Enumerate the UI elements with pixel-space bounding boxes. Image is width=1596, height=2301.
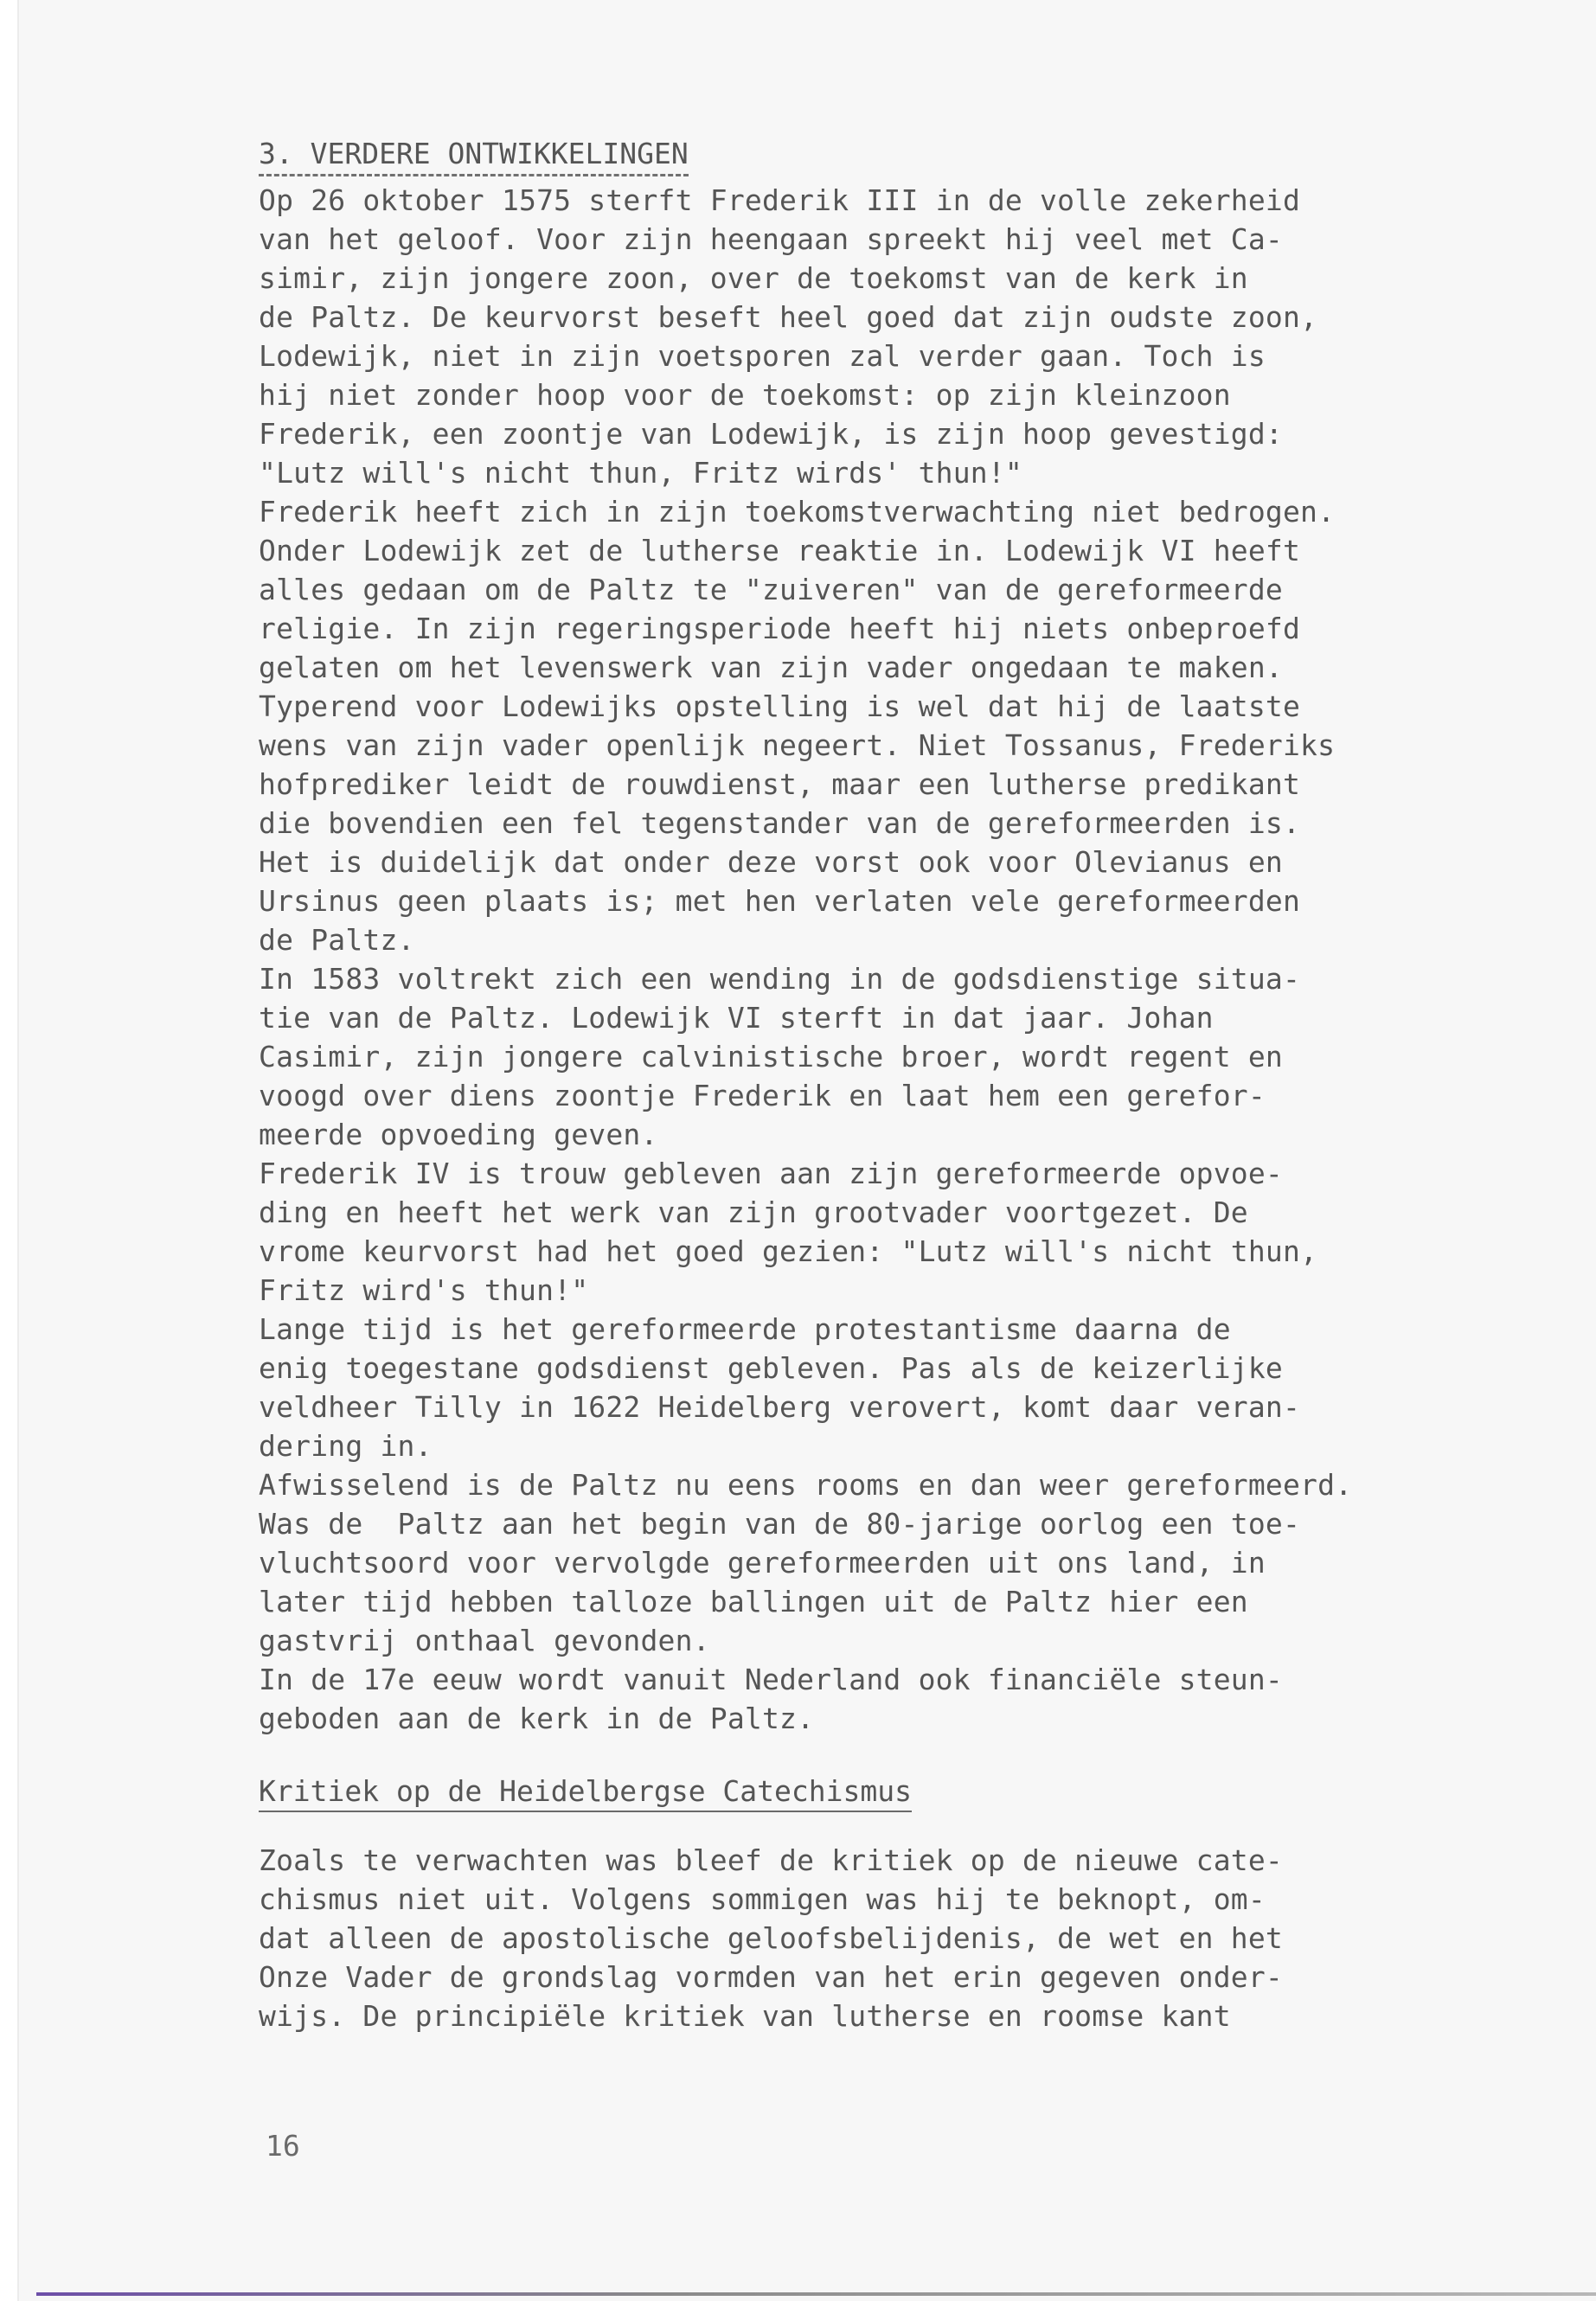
paragraph (259, 959, 1504, 1154)
text-line: chismus niet uit. Volgens sommigen was hij te beknopt, om- (259, 1882, 1266, 1916)
text-line: Onder Lodewijk zet de lutherse reaktie in. Lodewijk VI heeft (259, 534, 1301, 567)
text-line: In de 17e eeuw wordt vanuit Nederland ook financiële steun- (259, 1663, 1283, 1696)
text-line: Fritz wird's thun!" (259, 1273, 589, 1307)
text-line: de Paltz. (259, 923, 415, 957)
text-line: In 1583 voltrekt zich een wending in de godsdienstige situa- (259, 962, 1301, 996)
text-line: Frederik, een zoontje van Lodewijk, is zijn hoop gevestigd: (259, 417, 1283, 451)
subsection-heading: Kritiek op de Heidelbergse Catechismus (259, 1772, 912, 1812)
text-line: meerde opvoeding geven. (259, 1118, 658, 1151)
text-line: hij niet zonder hoop voor de toekomst: op zijn kleinzoon (259, 378, 1231, 412)
text-line: de Paltz. De keurvorst beseft heel goed dat zijn oudste zoon, (259, 300, 1318, 334)
paragraph (259, 1154, 1504, 1310)
text-line: die bovendien een fel tegenstander van de gereformeerden is. (259, 806, 1301, 840)
text-line: gastvrij onthaal gevonden. (259, 1624, 710, 1657)
text-line: vluchtsoord voor vervolgde gereformeerden uit ons land, in (259, 1546, 1266, 1580)
text-line: religie. In zijn regeringsperiode heeft hij niets onbeproefd (259, 612, 1301, 645)
text-line: veldheer Tilly in 1622 Heidelberg verovert, komt daar veran- (259, 1390, 1301, 1424)
paragraph (259, 1841, 1504, 2035)
page-number: 16 (266, 2129, 300, 2163)
paragraph (259, 492, 1504, 959)
text-line: dering in. (259, 1429, 433, 1463)
document-page (19, 0, 1596, 2301)
text-line: Het is duidelijk dat onder deze vorst ook voor Olevianus en (259, 845, 1283, 879)
text-line: Ursinus geen plaats is; met hen verlaten vele gereformeerden (259, 884, 1301, 918)
text-line: enig toegestane godsdienst gebleven. Pas als de keizerlijke (259, 1351, 1283, 1385)
text-line: Afwisselend is de Paltz nu eens rooms en dan weer gereformeerd. (259, 1468, 1353, 1502)
page-content (259, 134, 1504, 2035)
text-line: later tijd hebben talloze ballingen uit de Paltz hier een (259, 1585, 1248, 1618)
bottom-edge-rule (36, 2292, 1596, 2296)
text-line: Lodewijk, niet in zijn voetsporen zal verder gaan. Toch is (259, 339, 1266, 373)
text-line: Op 26 oktober 1575 sterft Frederik III in de volle zekerheid (259, 183, 1301, 217)
text-line: geboden aan de kerk in de Paltz. (259, 1702, 815, 1735)
paragraph (259, 181, 1504, 492)
subheading-wrapper (259, 1772, 1504, 1812)
text-line: dat alleen de apostolische geloofsbelijdenis, de wet en het (259, 1921, 1283, 1955)
text-line: Frederik heeft zich in zijn toekomstverwachting niet bedrogen. (259, 495, 1336, 529)
text-line: van het geloof. Voor zijn heengaan spreekt hij veel met Ca- (259, 222, 1283, 256)
text-line: Was de Paltz aan het begin van de 80-jarige oorlog een toe- (259, 1507, 1301, 1541)
text-line: Zoals te verwachten was bleef de kritiek op de nieuwe cate- (259, 1843, 1283, 1877)
text-line: alles gedaan om de Paltz te "zuiveren" van de gereformeerde (259, 573, 1283, 606)
text-line: ding en heeft het werk van zijn grootvader voortgezet. De (259, 1195, 1248, 1229)
subsection-body (259, 1841, 1504, 2035)
text-line: Typerend voor Lodewijks opstelling is wel dat hij de laatste (259, 689, 1301, 723)
text-line: simir, zijn jongere zoon, over de toekomst van de kerk in (259, 261, 1248, 295)
text-line: wijs. De principiële kritiek van lutherse en roomse kant (259, 1999, 1231, 2033)
paragraph (259, 1660, 1504, 1738)
text-line: gelaten om het levenswerk van zijn vader ongedaan te maken. (259, 651, 1283, 684)
section-heading: 3. VERDERE ONTWIKKELINGEN (259, 134, 689, 176)
text-line: voogd over diens zoontje Frederik en laat hem een gerefor- (259, 1079, 1266, 1112)
section-body (259, 181, 1504, 1738)
text-line: wens van zijn vader openlijk negeert. Niet Tossanus, Frederiks (259, 728, 1336, 762)
text-line: tie van de Paltz. Lodewijk VI sterft in dat jaar. Johan (259, 1001, 1214, 1035)
text-line: Lange tijd is het gereformeerde protestantisme daarna de (259, 1312, 1231, 1346)
text-line: Frederik IV is trouw gebleven aan zijn gereformeerde opvoe- (259, 1157, 1283, 1190)
text-line: vrome keurvorst had het goed gezien: "Lutz will's nicht thun, (259, 1234, 1318, 1268)
text-line: hofprediker leidt de rouwdienst, maar een lutherse predikant (259, 767, 1301, 801)
text-line: Onze Vader de grondslag vormden van het erin gegeven onder- (259, 1960, 1283, 1994)
paragraph (259, 1465, 1504, 1660)
text-line: Casimir, zijn jongere calvinistische broer, wordt regent en (259, 1040, 1283, 1074)
paragraph (259, 1310, 1504, 1465)
text-line: "Lutz will's nicht thun, Fritz wirds' thun!" (259, 456, 1022, 490)
